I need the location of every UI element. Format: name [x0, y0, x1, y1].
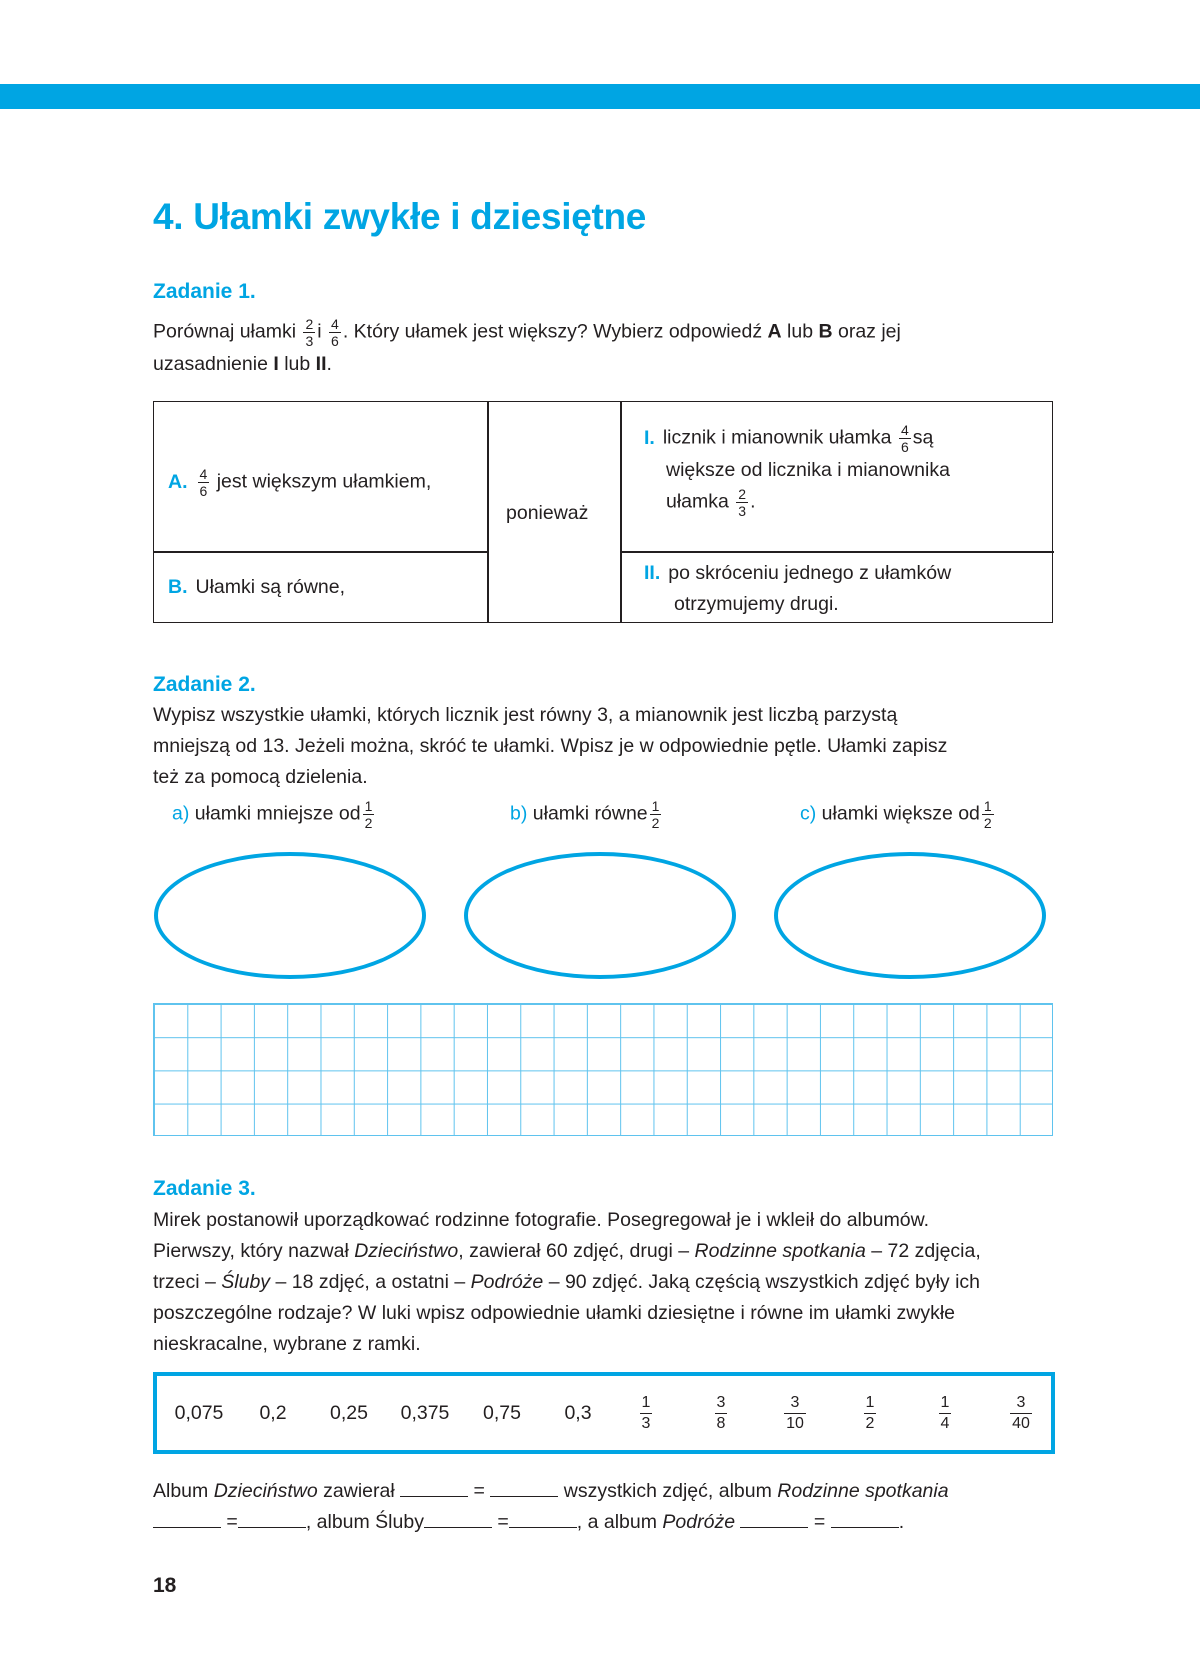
task3-heading: Zadanie 3. [153, 1177, 256, 1200]
loop-b[interactable] [464, 852, 736, 979]
loop-a[interactable] [154, 852, 426, 979]
blank[interactable] [509, 1509, 577, 1528]
answer-grid[interactable] [153, 1003, 1053, 1136]
task1-table [153, 401, 1053, 623]
page-number: 18 [153, 1574, 177, 1597]
task2-heading: Zadanie 2. [153, 673, 256, 696]
task1-instruction: Porównaj ułamki $\frac{2}{3}$ i $\frac{4}{6}$ . Który ułamek jest większy? Wybierz odpowiedź A lub B oraz jej uzasadnienie I lub II. [153, 316, 901, 375]
option-decimal[interactable]: 0,075 [174, 1401, 224, 1424]
option-fraction[interactable]: $\frac{1}{3}$ [641, 1393, 651, 1432]
loop-label-a: a) ułamki mniejsze od $\frac{1}{2}$ [172, 798, 373, 831]
option-fraction[interactable]: $\frac{1}{2}$ [865, 1393, 875, 1432]
option-fraction[interactable]: $\frac{3}{40}$ [1012, 1393, 1030, 1432]
page-title: 4. Ułamki zwykłe i dziesiętne [153, 196, 647, 237]
option-decimal[interactable]: 0,25 [330, 1401, 368, 1424]
task1-heading: Zadanie 1. [153, 280, 256, 303]
blank[interactable] [153, 1509, 221, 1528]
blank[interactable] [400, 1478, 468, 1497]
fraction: $\frac{4}{6}$ [331, 316, 339, 349]
reason-ii[interactable]: II. po skróceniu jednego z ułamków otrzymujemy drugi. [644, 562, 952, 615]
loop-c[interactable] [774, 852, 1046, 979]
task2-instruction: Wypisz wszystkie ułamki, których licznik jest równy 3, a mianownik jest liczbą parzystą mniejszą od 13. Jeżeli można, skróć te ułamki. Wpisz je w odpowiednie pętle. Ułamki zapisz też za pomocą dzielenia. [153, 704, 948, 788]
loop-label-c: c) ułamki większe od $\frac{1}{2}$ [800, 798, 992, 831]
option-decimal[interactable]: 0,3 [564, 1401, 592, 1424]
option-a[interactable]: A. $\frac{4}{6}$ jest większym ułamkiem, [168, 466, 432, 499]
reason-i[interactable]: I. licznik i mianownik ułamka $\frac{4}{6}$ są większe od licznika i mianownika ułamka $\frac{2}{3}$ . [644, 422, 950, 519]
task3-instruction: Mirek postanowił uporządkować rodzinne fotografie. Posegregował je i wkleił do albumów. Pierwszy, który nazwał Dzieciństwo, zawierał 60 zdjęć, drugi – Rodzinne spotkania – 72 zdjęcia, trzeci – Śluby – 18 zdjęć, a ostatni – Podróże – 90 zdjęć. Jaką częścią wszystkich zdjęć były ich poszczególne rodzaje? W luki wpisz odpowiednie ułamki dziesiętne i równe im ułamki zwykłe nieskracalne, wybrane z ramki. [153, 1209, 981, 1355]
option-b[interactable]: B. Ułamki są równe, [168, 576, 346, 598]
option-decimal[interactable]: 0,2 [259, 1401, 287, 1424]
blank[interactable] [490, 1478, 558, 1497]
options-box [153, 1372, 1055, 1454]
blank[interactable] [424, 1509, 492, 1528]
because-cell: ponieważ [506, 502, 589, 524]
fraction: $\frac{2}{3}$ [305, 316, 314, 349]
option-decimal[interactable]: 0,75 [483, 1401, 521, 1424]
option-decimal[interactable]: 0,375 [400, 1401, 450, 1424]
blank[interactable] [831, 1509, 899, 1528]
top-color-bar [0, 84, 1200, 109]
option-fraction[interactable]: $\frac{1}{4}$ [940, 1393, 950, 1432]
option-fraction[interactable]: $\frac{3}{10}$ [786, 1393, 804, 1432]
blank[interactable] [740, 1509, 808, 1528]
blank[interactable] [238, 1509, 306, 1528]
task1-text: Porównaj ułamki [153, 320, 297, 343]
loop-label-b: b) ułamki równe $\frac{1}{2}$ [510, 798, 660, 831]
task3-fill-sentence: Album Dzieciństwo zawierał = wszystkich zdjęć, album Rodzinne spotkania = , album Śluby = , a album Podróże = . [153, 1480, 949, 1533]
option-fraction[interactable]: $\frac{3}{8}$ [716, 1393, 726, 1432]
